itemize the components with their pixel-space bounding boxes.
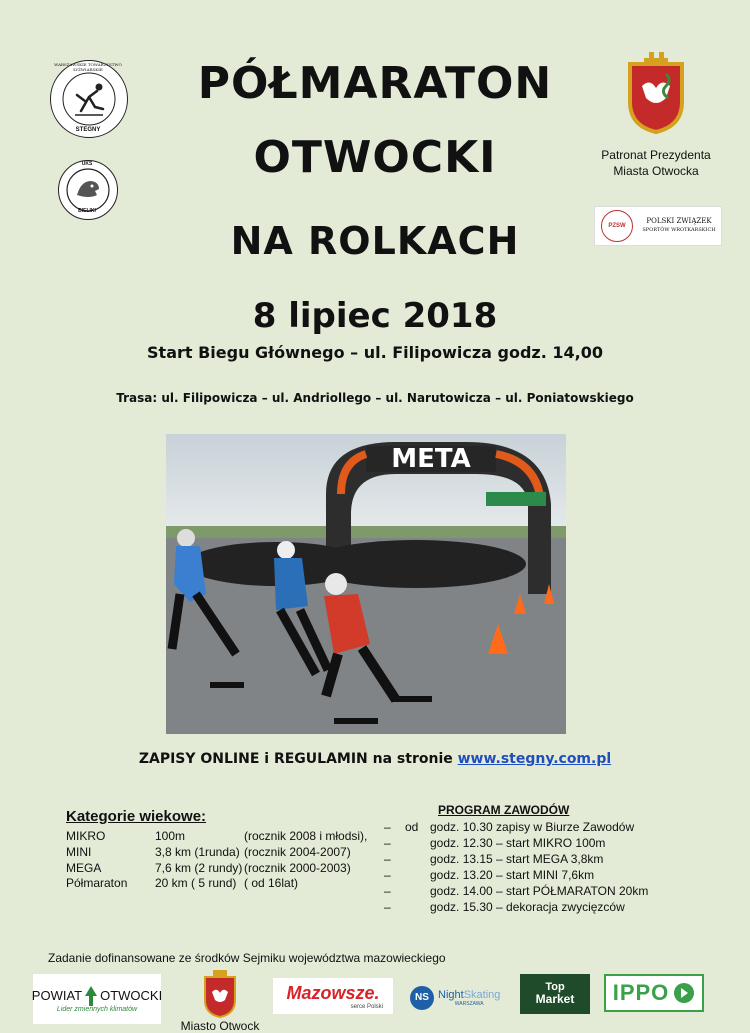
market-label: Market — [535, 991, 575, 1006]
stegny-logo-caption: STEGNY — [75, 127, 101, 133]
program-dash: – — [384, 868, 391, 882]
registration-link[interactable]: www.stegny.com.pl — [457, 751, 612, 767]
program-item: godz. 13.20 – start MINI 7,6km — [430, 868, 595, 882]
program-dash: – — [384, 836, 391, 850]
registration-text: ZAPISY ONLINE i REGULAMIN na stronie — [138, 751, 458, 767]
category-name: MIKRO — [66, 829, 106, 843]
title-line3: NA ROLKACH — [230, 219, 520, 263]
otwocki-label: OTWOCKI — [100, 988, 163, 1003]
category-distance: 100m — [155, 829, 186, 843]
patronage-line2: Miasta Otwocka — [613, 164, 699, 178]
category-years: (rocznik 2008 i młodsi), — [244, 829, 368, 843]
ippo-arrow-icon — [673, 982, 695, 1004]
uks-label: UKS — [81, 161, 93, 167]
sponsor-top-market — [520, 974, 590, 1014]
program-od: od — [405, 820, 419, 834]
otwock-coat-of-arms — [626, 50, 686, 134]
category-years: ( od 16lat) — [244, 876, 299, 890]
program-dash: – — [384, 820, 391, 834]
category-years: (rocznik 2004-2007) — [244, 845, 351, 859]
category-name: MEGA — [66, 861, 102, 875]
registration-line — [0, 751, 750, 767]
powiat-label: POWIAT — [31, 988, 83, 1003]
meta-arch-text: META — [391, 444, 471, 474]
category-name: MINI — [66, 845, 92, 859]
program-item: godz. 13.15 – start MEGA 3,8km — [430, 852, 604, 866]
program-item: godz. 10.30 zapisy w Biurze Zawodów — [430, 820, 635, 834]
mazowsze-label: Mazowsze. — [286, 982, 380, 1003]
pzsw-abbr: PZSW — [608, 223, 626, 229]
category-distance: 7,6 km (2 rundy) — [155, 861, 243, 875]
ns-warszawa: WARSZAWA — [454, 1001, 484, 1007]
program-dash: – — [384, 852, 391, 866]
patronage-line1: Patronat Prezydenta — [601, 148, 711, 162]
bieliki-label: BIELIKI — [78, 208, 96, 214]
powiat-tagline: Lider zmiennych klimatów — [56, 1005, 138, 1013]
sponsor-mazowsze — [273, 978, 393, 1014]
sponsor-night-skating — [410, 984, 512, 1012]
program-dash: – — [384, 884, 391, 898]
event-date: 8 lipiec 2018 — [252, 296, 498, 336]
program-dash: – — [384, 900, 391, 914]
sponsor-powiat-otwocki — [33, 974, 161, 1024]
title-line2: OTWOCKI — [253, 132, 497, 183]
sponsor-ippo — [604, 974, 704, 1012]
pzsw-name-line1: POLSKI ZWIĄZEK — [646, 217, 712, 225]
mazowsze-tagline: serce Polski — [350, 1003, 383, 1010]
pzsw-name-line2: SPORTÓW WROTKARSKICH — [642, 227, 716, 233]
title-line1: PÓŁMARATON — [197, 58, 553, 109]
tree-icon — [84, 986, 98, 1006]
category-distance: 3,8 km (1runda) — [155, 845, 240, 859]
route-info: Trasa: ul. Filipowicza – ul. Andriollego – ul. Narutowicza – ul. Poniatowskiego — [116, 391, 634, 405]
start-info: Start Biegu Głównego – ul. Filipowicza godz. 14,00 — [147, 343, 603, 362]
ns-skating: Skating — [463, 989, 501, 1001]
race-photo — [166, 434, 566, 734]
program-item: godz. 15.30 – dekoracja zwycięzców — [430, 900, 625, 914]
program-item: godz. 12.30 – start MIKRO 100m — [430, 836, 606, 850]
miasto-otwock-label: Miasto Otwock — [180, 1019, 260, 1033]
category-name: Półmaraton — [66, 876, 128, 890]
funding-text: Zadanie dofinansowane ze środków Sejmiku województwa mazowieckiego — [48, 951, 446, 965]
program-heading: PROGRAM ZAWODÓW — [438, 803, 570, 817]
pzsw-logo — [594, 206, 722, 246]
category-distance: 20 km ( 5 rund) — [155, 876, 237, 890]
stegny-ring-text: WARSZAWSKIE TOWARZYSTWO ŁYŻWIARSKIE — [54, 62, 122, 72]
categories-heading: Kategorie wiekowe: — [66, 808, 207, 825]
ns-badge: NS — [410, 986, 434, 1010]
ns-night: Night — [438, 989, 464, 1001]
program-item: godz. 14.00 – start PÓŁMARATON 20km — [430, 884, 649, 898]
pzsw-emblem — [601, 210, 633, 242]
miasto-otwock-crest — [203, 970, 237, 1018]
race-start-illustration — [166, 434, 566, 734]
ippo-label: IPPO — [612, 980, 670, 1005]
category-years: (rocznik 2000-2003) — [244, 861, 351, 875]
top-label: Top — [545, 980, 565, 993]
